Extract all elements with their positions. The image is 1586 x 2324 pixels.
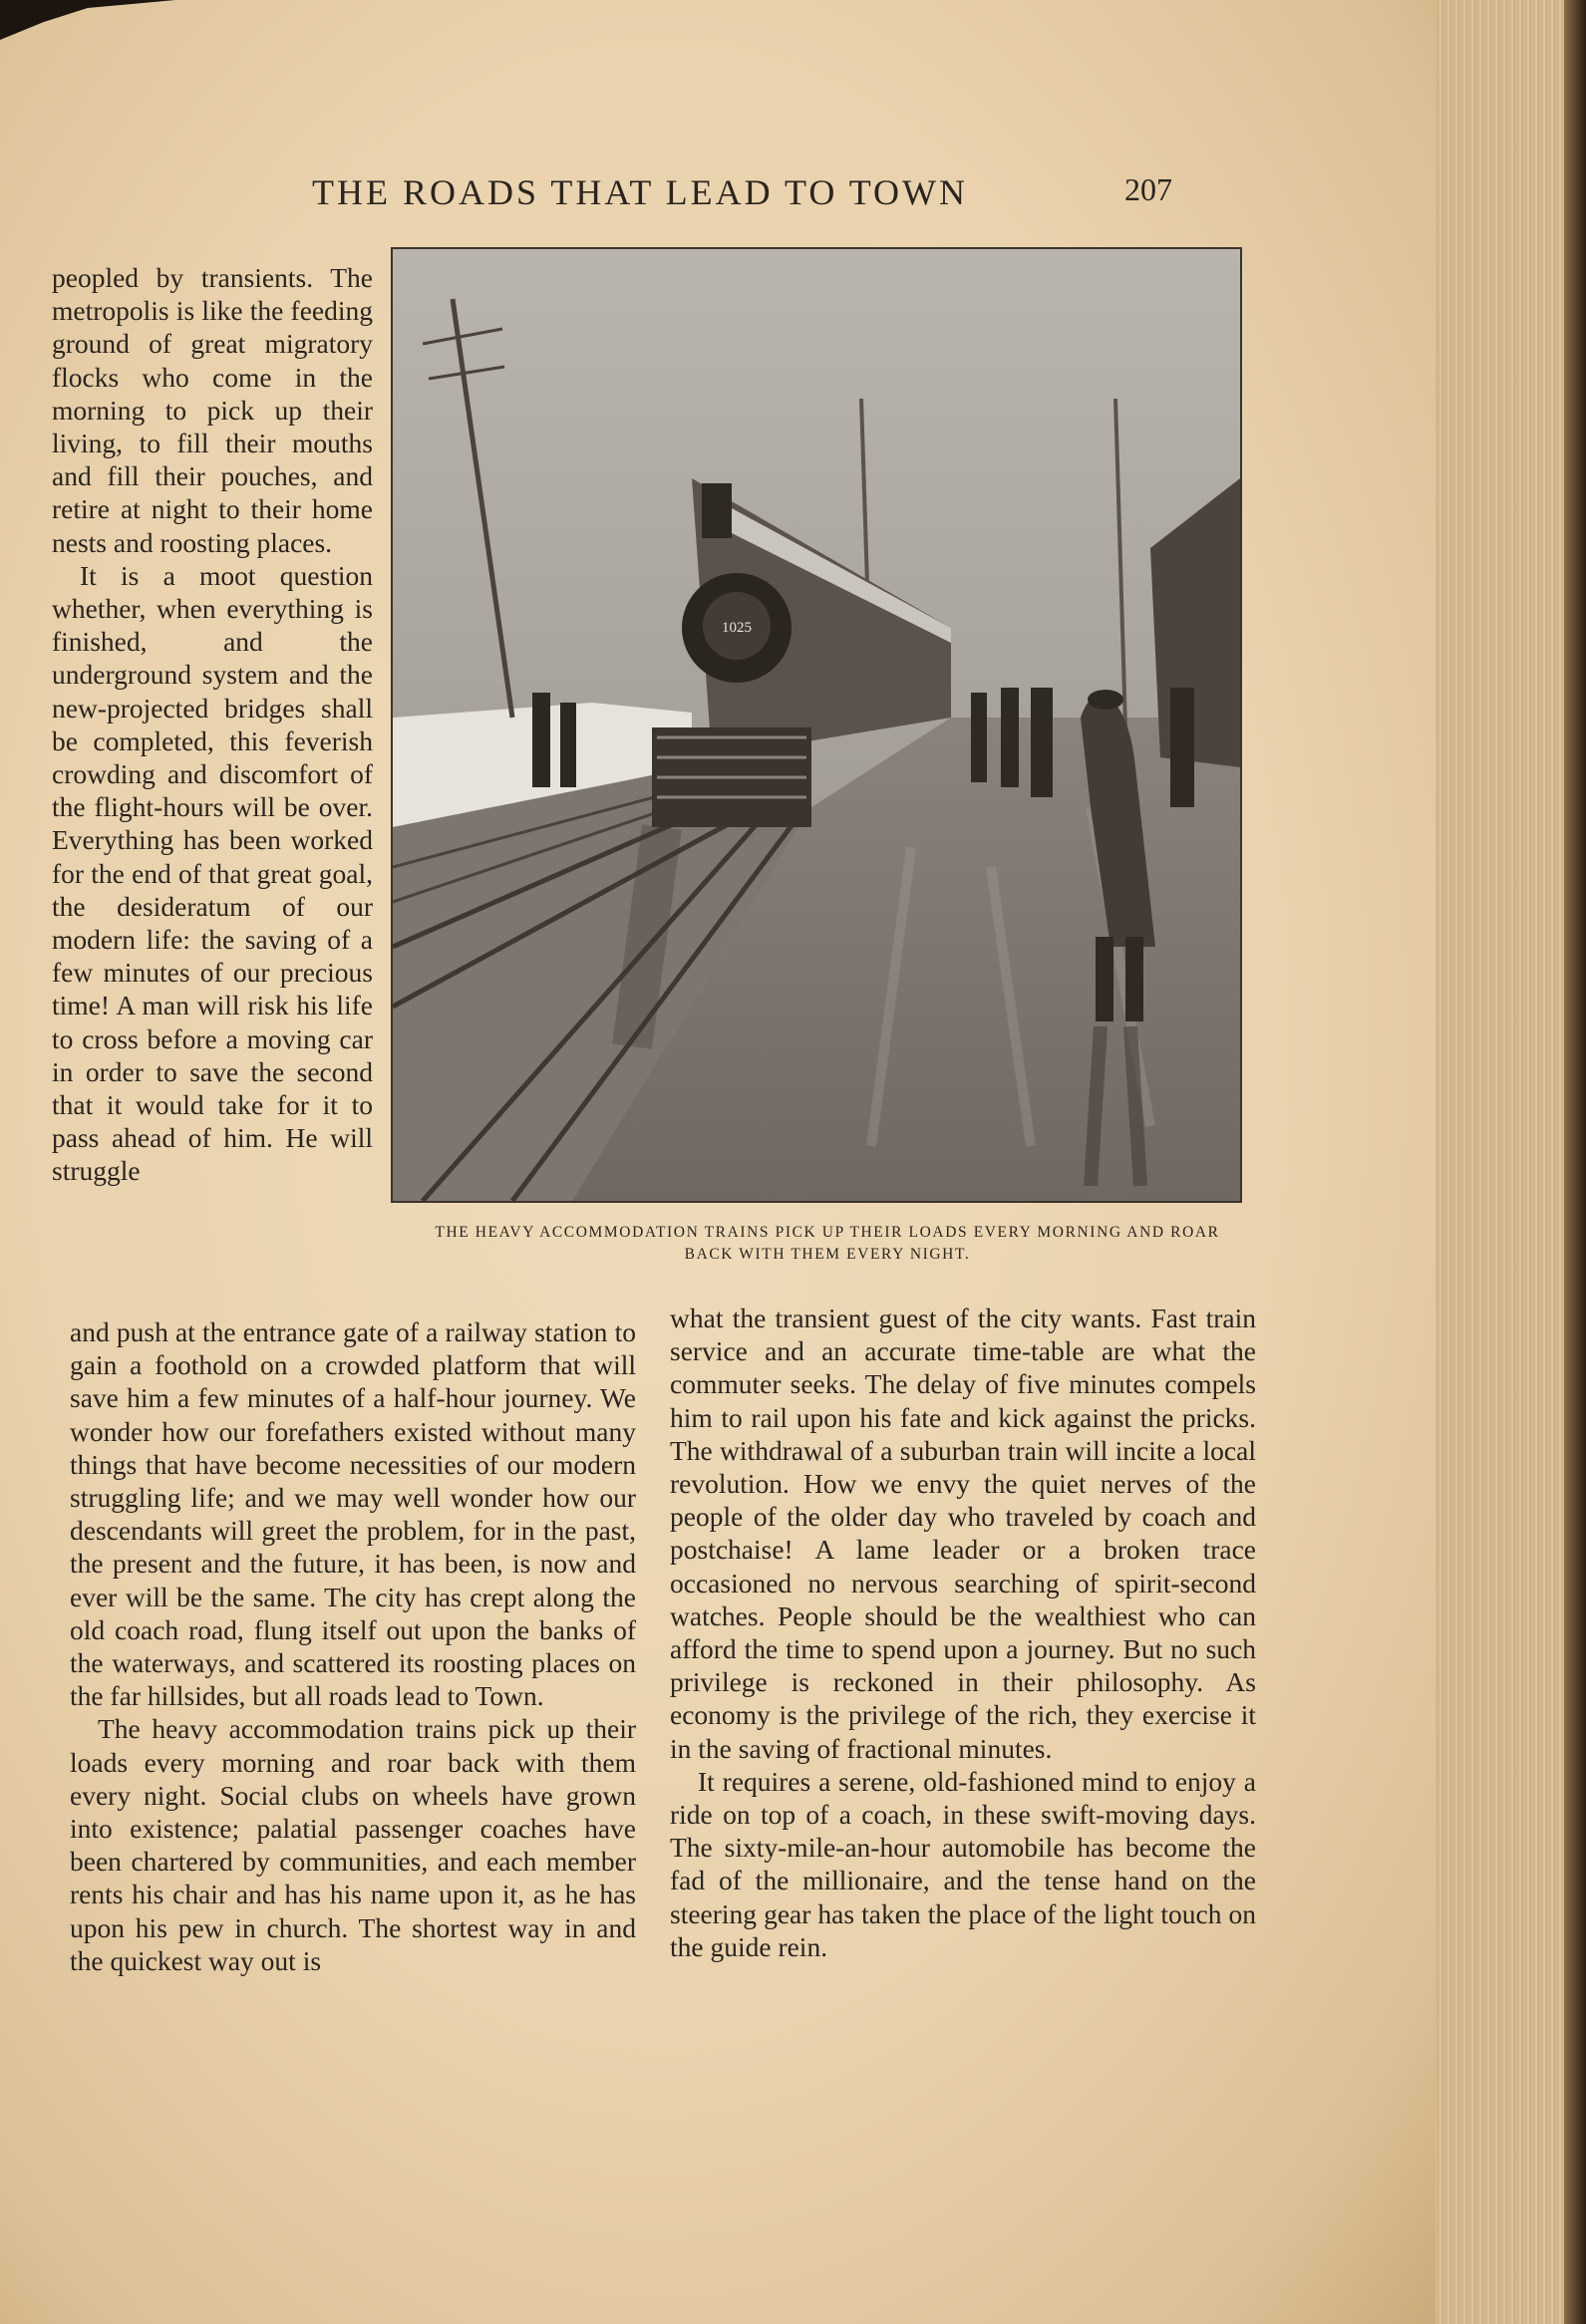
running-head: THE ROADS THAT LEAD TO TOWN [311, 172, 969, 212]
text-column-right [670, 1302, 1256, 1963]
paragraph: what the transient guest of the city wants. Fast train service and an accurate time-table are what the commuter seeks. The delay of five minutes compels him to rail upon his fate and kick against the pricks. The withdrawal of a suburban train will incite a local revolution. How we envy the quiet nerves of the people of the older day who traveled by coach and postchaise! A lame leader or a broken trace occasioned no nervous searching of spirit-second watches. People should be the wealthiest who can afford the time to spend upon a journey. But no such privilege is reckoned in their philosophy. As economy is the privilege of the rich, they exercise it in the saving of fractional minutes. [670, 1303, 1256, 1764]
paragraph: It is a moot question whether, when everything is finished, and the underground system and the new-projected bridges shall be completed, this feverish crowding and discomfort of the flight-hours will be over. Everything has been worked for the end of that great goal, the desideratum of our modern life: the saving of a few minutes of our precious time! A man will risk his life to cross before a moving car in order to save the second that it would take for it to pass ahead of him. He will struggle [52, 559, 373, 1187]
train-station-picture [393, 249, 1240, 1201]
text-column-left-top [52, 261, 373, 1188]
page-edges [1435, 0, 1586, 2324]
paragraph: and push at the entrance gate of a railway station to gain a foothold on a crowded platform that will save him a few minutes of a half-hour journey. We wonder how our forefathers existed without many things that have become necessities of our modern struggling life; and we may well wonder how our descendants will greet the problem, for in the past, the present and the future, it has been, is now and ever will be the same. The city has crept along the old coach road, flung itself out upon the banks of the waterways, and scattered its roosting places on the far hillsides, but all roads lead to Town. [70, 1316, 636, 1712]
illustration-caption: THE HEAVY ACCOMMODATION TRAINS PICK UP THEIR LOADS EVERY MORNING AND ROAR BACK WITH THEM EVERY NIGHT. [435, 1224, 1220, 1263]
paragraph: The heavy accommodation trains pick up their loads every morning and roar back with them every night. Social clubs on wheels have grown into existence; palatial passenger coaches have been chartered by communities, and each member rents his chair and has his name upon it, as he has upon his pew in church. The shortest way in and the quickest way out is [70, 1713, 636, 1976]
engine-number: 1025 [722, 620, 752, 636]
page-number: 207 [1124, 171, 1172, 207]
train-illustration [391, 247, 1242, 1203]
text-column-left-bottom [70, 1315, 636, 1977]
paragraph: It requires a serene, old-fashioned mind to enjoy a ride on top of a coach, in these swift-moving days. The sixty-mile-an-hour automobile has become the fad of the millionaire, and the tense hand on the steering gear has taken the place of the light touch on the guide rein. [670, 1765, 1256, 1962]
paragraph: peopled by transients. The metropolis is like the feeding ground of great migratory flocks who come in the morning to pick up their living, to fill their mouths and fill their pouches, and retire at night to their home nests and roosting places. [52, 262, 373, 558]
